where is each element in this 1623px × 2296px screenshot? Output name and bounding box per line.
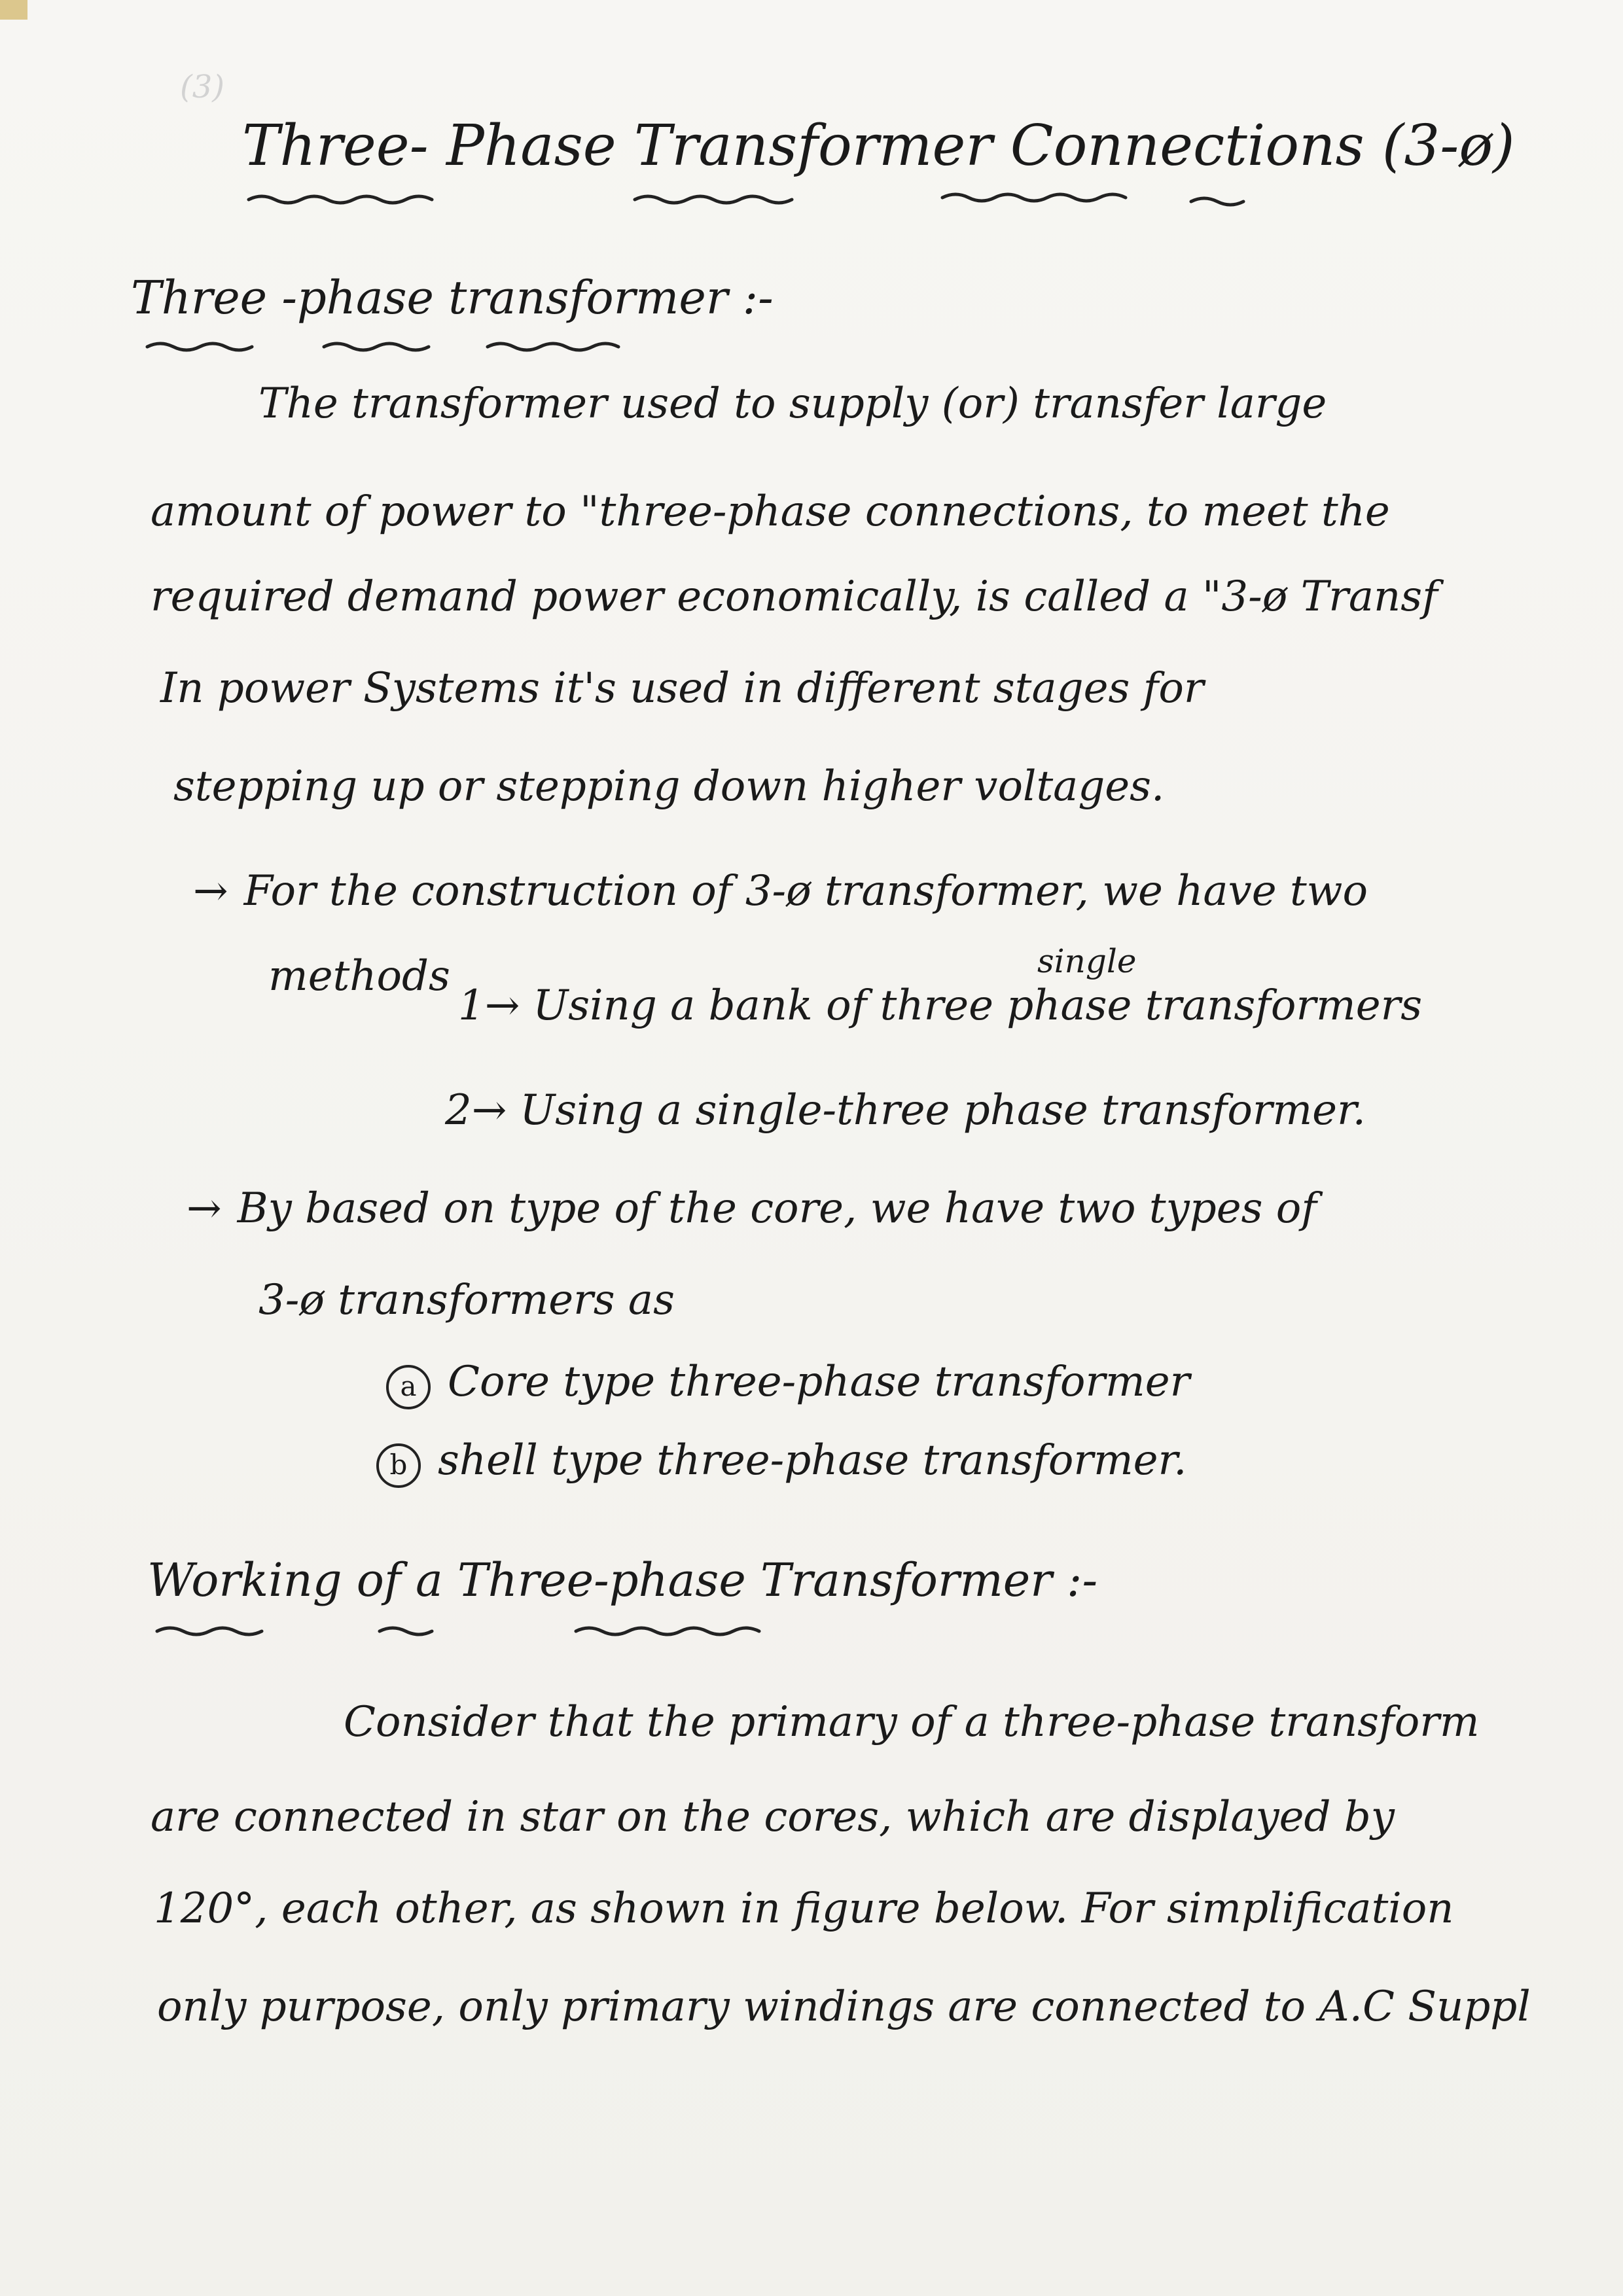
type-item-b [376,1436,1187,1488]
paragraph-line: required demand power economically, is called a "3-ø Transf [151,573,1438,621]
method-text: Using a single-three phase transformer. [520,1086,1366,1135]
section-heading-working: Working of a Three-phase Transformer :- [147,1553,1098,1607]
methods-label: methods [268,952,450,1000]
paragraph-line: In power Systems it's used in different stages for [160,664,1204,713]
paragraph-line: 120°, each other, as shown in figure below. For simplification [154,1884,1454,1933]
arrow-icon: → [193,867,228,915]
paragraph-line: stepping up or stepping down higher voltages. [173,762,1165,811]
paragraph-line: only purpose, only primary windings are connected to A.C Suppl [157,1983,1531,2031]
page-title: Three- Phase Transformer Connections (3-ø) [242,113,1515,179]
bullet-text: For the construction of 3-ø transformer, we have two [243,867,1368,915]
method-item-2 [445,1086,1366,1135]
bullet-text-continued: 3-ø transformers as [259,1276,675,1324]
method-marker: 1→ [458,981,520,1030]
heading-underline [157,1619,877,1646]
corner-mark [0,0,27,20]
paragraph-line: are connected in star on the cores, which are displayed by [151,1793,1395,1841]
type-marker-a: a [386,1365,431,1409]
type-marker-b: b [376,1443,421,1488]
paragraph-line: The transformer used to supply (or) transfer large [259,380,1327,428]
bullet-core-types [187,1184,1317,1233]
type-text: shell type three-phase transformer. [438,1436,1187,1485]
bullet-text: By based on type of the core, we have two types of [237,1184,1317,1233]
type-item-a [386,1358,1190,1409]
title-underline [249,190,1270,216]
paragraph-line: Consider that the primary of a three-phase transform [344,1698,1480,1746]
method-marker: 2→ [445,1086,507,1135]
single-insert: single [1037,942,1137,980]
page-number: (3) [180,69,224,105]
method-text: Using a bank of three phase transformers [533,981,1423,1030]
type-text: Core type three-phase transformer [448,1358,1190,1406]
bullet-construction [193,867,1368,915]
heading-underline [147,337,736,363]
arrow-icon: → [187,1184,222,1233]
method-item-1 [458,981,1423,1030]
paragraph-line: amount of power to "three-phase connections, to meet the [151,487,1390,536]
section-heading-three-phase-transformer: Three -phase transformer :- [131,271,774,325]
